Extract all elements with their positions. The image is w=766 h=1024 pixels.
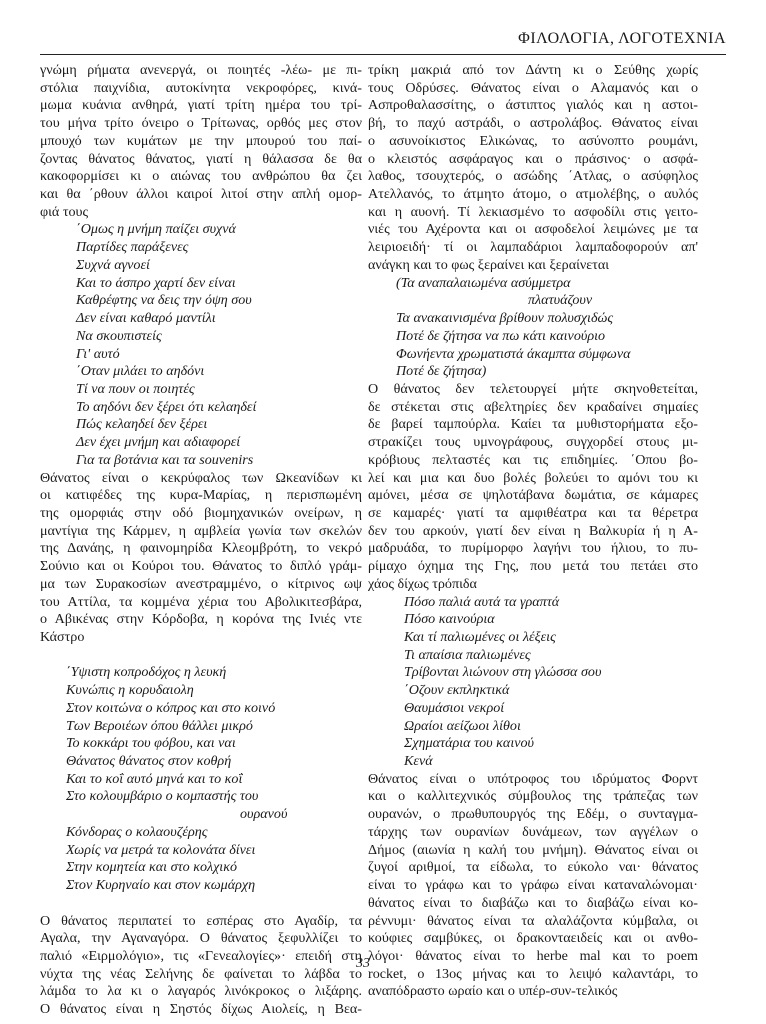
text-line: της ομορφιάς στην οδό βιομηχανικών ονείρων, η (40, 504, 362, 521)
text-line: δε βαρεί ταμπούρλα. Καίει τα μυθιστορήματα εξο- (368, 416, 698, 433)
text-line: λεί και μια και δυο βολές βολεύει το αμόνι του κι (368, 469, 698, 486)
poem-line: Στην κομητεία και στο κολχικό (66, 859, 238, 876)
poem-line: Δεν έχει μνήμη και αδιαφορεί (76, 434, 241, 451)
text-line: νιές του Αχέροντα και οι ασφοδελοί λειμώνες με τα (368, 221, 698, 238)
poem-line: ΄Οζουν εκπληκτικά (404, 682, 510, 699)
text-line: λειριοειδή· τί οι λαμπαδάριοι λαμπαδοφορούν απ' (368, 239, 698, 256)
poem-line: Γι' αυτό (76, 345, 120, 362)
poem-line: Και το άσπρο χαρτί δεν είναι (76, 274, 236, 291)
text-line: στρακίζει τους υμνογράφους, συγχορδεί στους μι- (368, 434, 698, 451)
poem-line: Το αηδόνι δεν ξέρει ότι κελαηδεί (76, 398, 257, 415)
text-line: Αγαλα, την Αγαναγόρα. Ο θάνατος ξεφυλλίζει το (40, 930, 362, 947)
text-line: μαντίγια της Κάρμεν, η αμβλεία γωνία των σκελών (40, 522, 362, 539)
text-line (40, 895, 362, 913)
text-line: ζοντας θάνατος θάνατος, γιατί η θάλασσα δε θα (40, 150, 362, 167)
text-line: αμόνει, μέσα σε ψηλοτάβανα δωμάτια, σε κάμαρες (368, 487, 698, 504)
text-line: φιά τους (40, 203, 89, 220)
poem-line: Το κοκκάρι του φόβου, και ναι (66, 735, 236, 752)
text-line: Ατελλανός, το άτμητο άτομο, ο ατμολέβης, ο αυλός (368, 186, 698, 203)
right-column (368, 62, 698, 1001)
text-line: θάνατος είναι το διαβάζω και το διαβάζω είναι κο- (368, 894, 698, 911)
poem-line: Θάνατος θάνατος στον κοθρή (66, 753, 232, 770)
text-line: λάμδα το λα κι ο λαγαρός λινόκροκος ο λιξάρης. (40, 983, 362, 1000)
poem-line: Των Βεροιέων όπου θάλλει μικρό (66, 717, 253, 734)
poem-line: Τρίβονται λιώνουν στη γλώσσα σου (404, 664, 602, 681)
poem-line: Στο κολουμβάριο ο κομπαστής του (66, 788, 259, 805)
running-header: ΦΙΛΟΛΟΓΙΑ, ΛΟΓΟΤΕΧΝΙΑ (518, 30, 726, 47)
poem-line: ΄Οταν μιλάει το αηδόνι (76, 363, 205, 380)
poem-line: ουρανού (240, 806, 288, 823)
text-line: γνώμη ρήματα ανενεργά, οι ποιητές -λέω- με πι- (40, 62, 362, 78)
text-line: ο κλειστός ασφάραγος και ο πράσινος· ο ασφά- (368, 150, 698, 167)
text-line: Ο θάνατος δεν τελετουργεί μήτε σκηνοθετείται, (368, 380, 698, 397)
poem-line: Πόσο παλιά αυτά τα γραπτά (404, 593, 560, 610)
text-line: τους Οδρύσες. Θάνατος είναι ο Αλαμανός και ο (368, 79, 698, 96)
poem-line: ΄Ομως η μνήμη παίζει συχνά (76, 221, 236, 238)
text-line: τρίκη μακριά από τον Δάντη κι ο Σεύθης χωρίς (368, 62, 698, 78)
text-line: του μήνα τρίτο όνειρο ο Τρίτωνας, ορθός μες στον (40, 115, 362, 132)
text-line: χάος δίχως τρόπιδα (368, 575, 477, 592)
text-line: Θάνατος είναι ο υπότροφος του ιδρύματος Φορντ (368, 770, 698, 787)
poem-line: Ποτέ δε ζήτησα να πω κάτι καινούριο (396, 327, 606, 344)
poem-line: Τί να πουν οι ποιητές (76, 380, 195, 397)
poem-line: (Τα αναπαλαιωμένα ασύμμετρα (396, 274, 571, 291)
text-line: μωμα κυάνια ανθηρά, γιατί τρίτη ημέρα του τρί- (40, 97, 362, 114)
text-line: δε στέκεται στις αβελτηρίες δεν κραδαίνει σημαίες (368, 398, 698, 415)
text-line: κρόβιους πελταστές και τις επιδημίες. ΄Οπου βο- (368, 451, 698, 468)
text-line: αναπόδραστο ωραίο και ο υπέρ-συν-τελικός (368, 983, 618, 1000)
text-line: και ο καλλιτεχνικός σύμβουλος της τράπεζας των (368, 788, 698, 805)
poem-line: Καθρέφτης να δεις την όψη σου (76, 292, 252, 309)
poem-line: πλατυάζουν (528, 292, 593, 309)
text-line (40, 647, 362, 665)
text-line: Δήμος (αιωνία η καλή του μνήμη). Θάνατος είναι οι (368, 841, 698, 858)
left-column (40, 62, 362, 1019)
text-line: σε καμαρές· γιατί τα αμφιθέατρα και τα θέρετρα (368, 504, 698, 521)
text-line: ρίμαχο όχημα της Γης, που μετά του πετάει στο (368, 558, 698, 575)
text-line: μαδρυάδα, το πυρίμορφο λαγήνι του ήλιου, το πυ- (368, 540, 698, 557)
text-line: Θάνατος είναι ο κεκρύφαλος των Ωκεανίδων κι (40, 469, 362, 486)
poem-line: Ποτέ δε ζήτησα) (396, 363, 487, 380)
poem-line: Και το κοΐ αυτό μηνά και το κοΐ (66, 770, 243, 787)
poem-line: Τι απαίσια παλιωμένες (404, 646, 531, 663)
poem-line: Δεν είναι καθαρό μαντίλι (76, 310, 216, 327)
text-line: ανάγκη και το φως ξεραίνει και ξεραίνεται (368, 256, 610, 273)
poem-line: Σχηματάρια του καινού (404, 735, 535, 752)
text-line: Ο θάνατος περιπατεί το εσπέρας στο Αγαδίρ, τα (40, 912, 362, 929)
text-line: μα των Συρακοσίων ανεστραμμένο, ο κίτρινος ωψ (40, 575, 362, 592)
poem-line: Πόσο καινούρια (404, 611, 495, 628)
poem-line: Φωνήεντα χρωματιστά άκαμπτα σύμφωνα (396, 345, 631, 362)
poem-line: Και τί παλιωμένες οι λέξεις (404, 629, 556, 645)
text-line: ο Αβικένας στην Κόρδοβα, η κορόνα της Ινιές ντε (40, 611, 362, 628)
text-line: Ασπροθαλασσίτης, ο άστιπτος γιαλός και η αστοι- (368, 97, 698, 114)
poem-line: Πώς κελαηδεί δεν ξέρει (76, 416, 208, 433)
text-line: της Δανάης, η φαινομηρίδα Κλεομβρότη, το νεκρό (40, 540, 362, 557)
poem-line: Συχνά αγνοεί (76, 256, 150, 273)
text-line: βή, το παχύ αστράδι, ο αστρολάβος. Θάνατος είναι (368, 115, 698, 132)
text-line: Κάστρο (40, 629, 85, 645)
poem-line: Να σκουπιστείς (76, 327, 162, 344)
text-line: ρέννυμι· θάνατος είναι τα αλαλάζοντα κύμβαλα, οι (368, 912, 698, 929)
text-line: παλιό «Ειρμολόγιο», τις «Γενεαλογίες»· επειδή στη (40, 947, 362, 964)
text-line: rocket, ο 13ος μήνας και το λειψό καλαντάρι, το (368, 965, 698, 982)
page-number: 33 (356, 956, 370, 971)
poem-line: Στον Κυρηναίο και στον κωμάρχη (66, 877, 256, 894)
text-line: νύχτα της νέας Σελήνης δε φαίνεται το λάβδα το (40, 965, 362, 982)
text-line: στόλια παιχνίδια, αυτοκίνητα νεκροφόρες, κινά- (40, 79, 362, 96)
poem-line: Ωραίοι αείζωοι λίθοι (404, 717, 521, 734)
text-line: είναι το γράφω και το γράφω είναι καταναλώνομαι· (368, 877, 698, 894)
text-line: ουρανών, ο πρωθυπουργός της Εδέμ, ο συνταγμα- (368, 806, 698, 823)
poem-line: ΄Υψιστη κοπροδόχος η λευκή (66, 664, 227, 681)
text-line: ζυγοί αριθμοί, τα είδωλα, το εύκολο ναι· θάνατος (368, 859, 698, 876)
poem-line: Θαυμάσιοι νεκροί (404, 699, 505, 716)
text-line: λαθος, τσουχτερός, ο ασώδης ΄Ατλας, ο ασύφηλος (368, 168, 698, 185)
text-line: Σούνιο και οι Κούροι του. Θάνατος το διπλό γράμ- (40, 558, 362, 575)
text-line: και θα ΄ρθουν άλλοι καιροί λιτοί στην απλή ομορ- (40, 186, 362, 203)
poem-line: Τα ανακαινισμένα βρίθουν πολυσχιδώς (396, 310, 614, 327)
text-line: τάρχης των ουρανίων δυνάμεων, των αγγέλων ο (368, 823, 698, 840)
text-line: ο ασυνοίκιστος Ελικώνας, το ασύνοπτο ρουμάνι, (368, 132, 698, 149)
poem-line: Κόνδορας ο κολαουζέρης (66, 823, 208, 840)
poem-line: Κυνώπις η κορυδαιολη (66, 682, 194, 699)
text-line: λόγοι· θάνατος είναι το herbe mal και το poem (368, 947, 698, 964)
poem-line: Παρτίδες παράξενες (76, 239, 189, 256)
text-line: κακοφορμίσει κι ο αιώνας του ανθρώπου θα ζει (40, 168, 362, 185)
text-line: δεν του αρκούν, γιατί δεν είναι η Βαλκυρία ή η Α- (368, 522, 698, 539)
text-line: οι κατιφέδες της κυρα-Μαρίας, η περισπωμένη (40, 487, 362, 504)
text-line: μπουχό των κυμάτων με την μπουρού του παί- (40, 132, 362, 149)
text-line: και η αυονή. Τί λεκιασμένο το ασφοδίλι στις γειτο- (368, 203, 698, 220)
poem-line: Χωρίς να μετρά τα κολονάτα δίνει (66, 841, 256, 858)
header-rule (40, 54, 726, 55)
text-line: κούφιες σαμβύκες, οι δρακονταειδείς και οι ανθο- (368, 930, 698, 947)
poem-line: Κενά (404, 753, 433, 770)
poem-line: Για τα βοτάνια και τα souvenirs (76, 451, 254, 468)
text-line: του Αττίλα, τα κομμένα χέρια του Αβολικιτεσβάρα, (40, 593, 362, 610)
poem-line: Στον κοιτώνα ο κόπρος και στο κοινό (66, 699, 276, 716)
text-line: Ο θάνατος είναι η Σηστός δίχως Αιολείς, η Βεα- (40, 1001, 362, 1018)
